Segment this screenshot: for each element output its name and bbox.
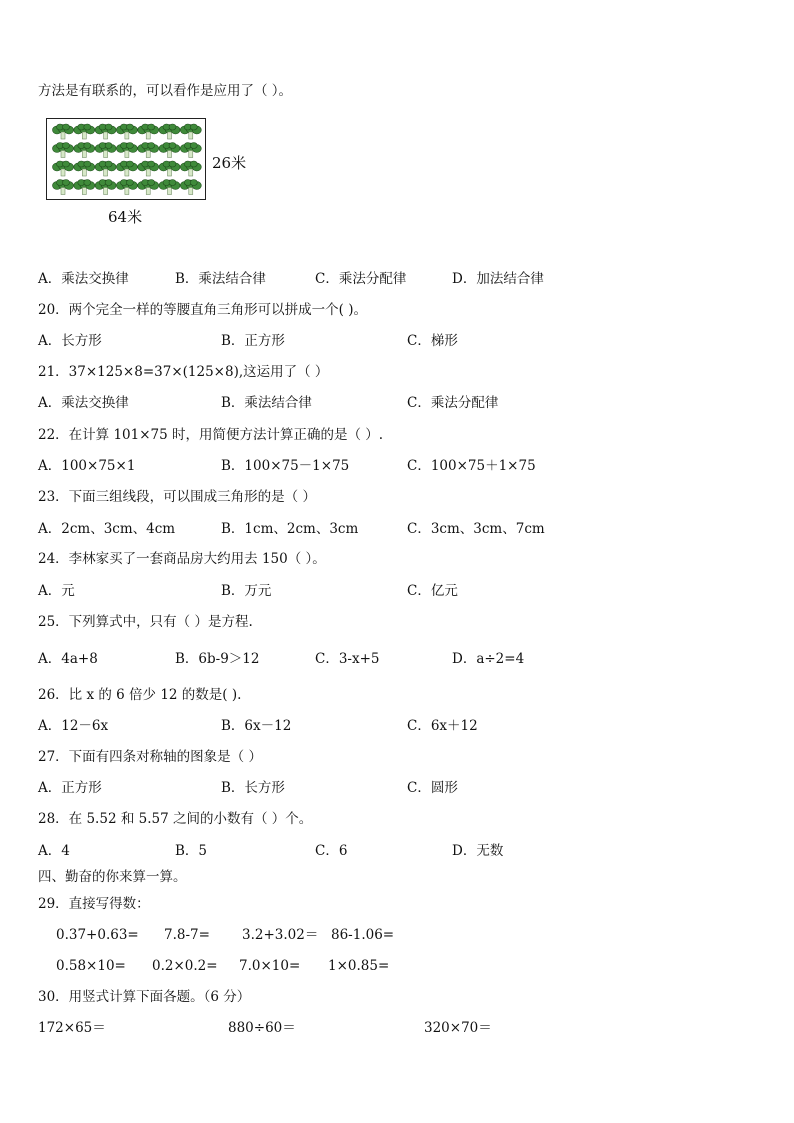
- option-b[interactable]: B．1cm、2cm、3cm: [221, 521, 359, 537]
- option-a[interactable]: A．乘法交换律: [38, 395, 129, 411]
- vegetable-icon: [159, 180, 180, 195]
- question-20-options: [38, 332, 778, 350]
- question-28: 28．在 5.52 和 5.57 之间的小数有（ ）个。: [38, 811, 313, 827]
- question-29: 29．直接写得数：: [38, 896, 150, 912]
- vegetable-icon: [116, 143, 137, 158]
- option-a[interactable]: A．正方形: [38, 780, 102, 796]
- question-30: 30．用竖式计算下面各题。（6 分）: [38, 989, 251, 1005]
- width-label: 64米: [108, 208, 143, 226]
- option-c[interactable]: C．3-x+5: [315, 651, 380, 667]
- section-4-heading: 四、勤奋的你来算一算。: [38, 869, 187, 885]
- question-25: 25．下列算式中，只有（ ）是方程.: [38, 614, 253, 630]
- question-22-options: [38, 457, 778, 475]
- vegetable-icon: [74, 124, 95, 139]
- option-a[interactable]: A．12－6x: [38, 718, 109, 734]
- vegetable-icon: [95, 143, 116, 158]
- question-24-options: [38, 582, 778, 600]
- option-a[interactable]: A．元: [38, 583, 75, 599]
- question-29-row-2: [38, 957, 778, 975]
- vegetable-icon: [53, 124, 74, 139]
- option-b[interactable]: B．乘法结合律: [175, 271, 266, 287]
- option-c[interactable]: C．100×75＋1×75: [407, 458, 536, 474]
- calc-item[interactable]: 0.58×10=: [56, 958, 126, 974]
- option-c[interactable]: C．3cm、3cm、7cm: [407, 521, 545, 537]
- option-b[interactable]: B．乘法结合律: [221, 395, 312, 411]
- question-26-options: [38, 717, 778, 735]
- option-c[interactable]: C．圆形: [407, 780, 458, 796]
- question-29-row-1: [38, 926, 778, 944]
- vegetable-icon: [53, 143, 74, 158]
- question-30-items: [38, 1019, 778, 1037]
- calc-item[interactable]: 0.37+0.63=: [56, 927, 139, 943]
- option-d[interactable]: D．无数: [452, 843, 504, 859]
- vegetable-icon: [180, 161, 201, 176]
- calc-item[interactable]: 1×0.85=: [328, 958, 390, 974]
- option-b[interactable]: B．6x－12: [221, 718, 292, 734]
- option-a[interactable]: A．4: [38, 843, 70, 859]
- calc-item[interactable]: 880÷60＝: [228, 1020, 296, 1036]
- option-a[interactable]: A．乘法交换律: [38, 271, 129, 287]
- calc-item[interactable]: 0.2×0.2=: [152, 958, 218, 974]
- vegetable-icon: [138, 143, 159, 158]
- vegetable-icon: [138, 124, 159, 139]
- question-21: 21．37×125×8=37×(125×8),这运用了（ ）: [38, 364, 329, 380]
- vegetable-icon: [116, 180, 137, 195]
- vegetable-icon: [180, 143, 201, 158]
- vegetable-icon: [159, 161, 180, 176]
- option-b[interactable]: B．6b-9＞12: [175, 651, 260, 667]
- question-19-tail: 方法是有联系的，可以看作是应用了（ ）。: [38, 83, 293, 99]
- option-d[interactable]: D．a÷2=4: [452, 651, 525, 667]
- vegetable-icon: [74, 161, 95, 176]
- vegetable-icon: [180, 180, 201, 195]
- option-c[interactable]: C．乘法分配律: [407, 395, 499, 411]
- option-c[interactable]: C．乘法分配律: [315, 271, 407, 287]
- question-25-options: [38, 650, 778, 668]
- calc-item[interactable]: 86-1.06=: [331, 927, 395, 943]
- question-23: 23．下面三组线段，可以围成三角形的是（ ）: [38, 489, 316, 505]
- option-b[interactable]: B．万元: [221, 583, 272, 599]
- option-d[interactable]: D．加法结合律: [452, 271, 544, 287]
- question-27: 27．下面有四条对称轴的图象是（ ）: [38, 749, 262, 765]
- option-a[interactable]: A．2cm、3cm、4cm: [38, 521, 176, 537]
- vegetable-icon: [180, 124, 201, 139]
- vegetable-icon: [116, 161, 137, 176]
- vegetable-icon: [138, 180, 159, 195]
- option-c[interactable]: C．梯形: [407, 333, 458, 349]
- option-c[interactable]: C．6x＋12: [407, 718, 478, 734]
- calc-item[interactable]: 320×70＝: [424, 1020, 492, 1036]
- question-26: 26．比 x 的 6 倍少 12 的数是( ).: [38, 687, 242, 703]
- option-a[interactable]: A．100×75×1: [38, 458, 136, 474]
- height-label: 26米: [212, 154, 247, 172]
- vegetable-icon: [74, 180, 95, 195]
- question-19-options: [38, 270, 778, 288]
- calc-item[interactable]: 3.2+3.02＝: [242, 927, 319, 943]
- vegetable-icon: [116, 124, 137, 139]
- option-c[interactable]: C．亿元: [407, 583, 458, 599]
- calc-item[interactable]: 7.0×10=: [239, 958, 301, 974]
- calc-item[interactable]: 172×65＝: [38, 1020, 106, 1036]
- vegetable-field-grid: [47, 119, 206, 200]
- vegetable-field-figure: [46, 118, 206, 200]
- calc-item[interactable]: 7.8-7=: [164, 927, 210, 943]
- option-b[interactable]: B．100×75－1×75: [221, 458, 350, 474]
- vegetable-icon: [95, 124, 116, 139]
- vegetable-icon: [159, 124, 180, 139]
- vegetable-icon: [53, 180, 74, 195]
- option-b[interactable]: B．正方形: [221, 333, 285, 349]
- question-27-options: [38, 779, 778, 797]
- option-b[interactable]: B．长方形: [221, 780, 285, 796]
- question-23-options: [38, 520, 778, 538]
- vegetable-icon: [159, 143, 180, 158]
- option-b[interactable]: B．5: [175, 843, 208, 859]
- option-c[interactable]: C．6: [315, 843, 348, 859]
- question-21-options: [38, 394, 778, 412]
- option-a[interactable]: A．长方形: [38, 333, 102, 349]
- vegetable-icon: [74, 143, 95, 158]
- vegetable-icon: [95, 180, 116, 195]
- vegetable-icon: [138, 161, 159, 176]
- question-24: 24．李林家买了一套商品房大约用去 150（ ）。: [38, 551, 326, 567]
- option-a[interactable]: A．4a+8: [38, 651, 98, 667]
- question-22: 22．在计算 101×75 时，用简便方法计算正确的是（ ）.: [38, 427, 384, 443]
- question-20: 20．两个完全一样的等腰直角三角形可以拼成一个( )。: [38, 302, 368, 318]
- question-28-options: [38, 842, 778, 860]
- vegetable-icon: [95, 161, 116, 176]
- vegetable-icon: [53, 161, 74, 176]
